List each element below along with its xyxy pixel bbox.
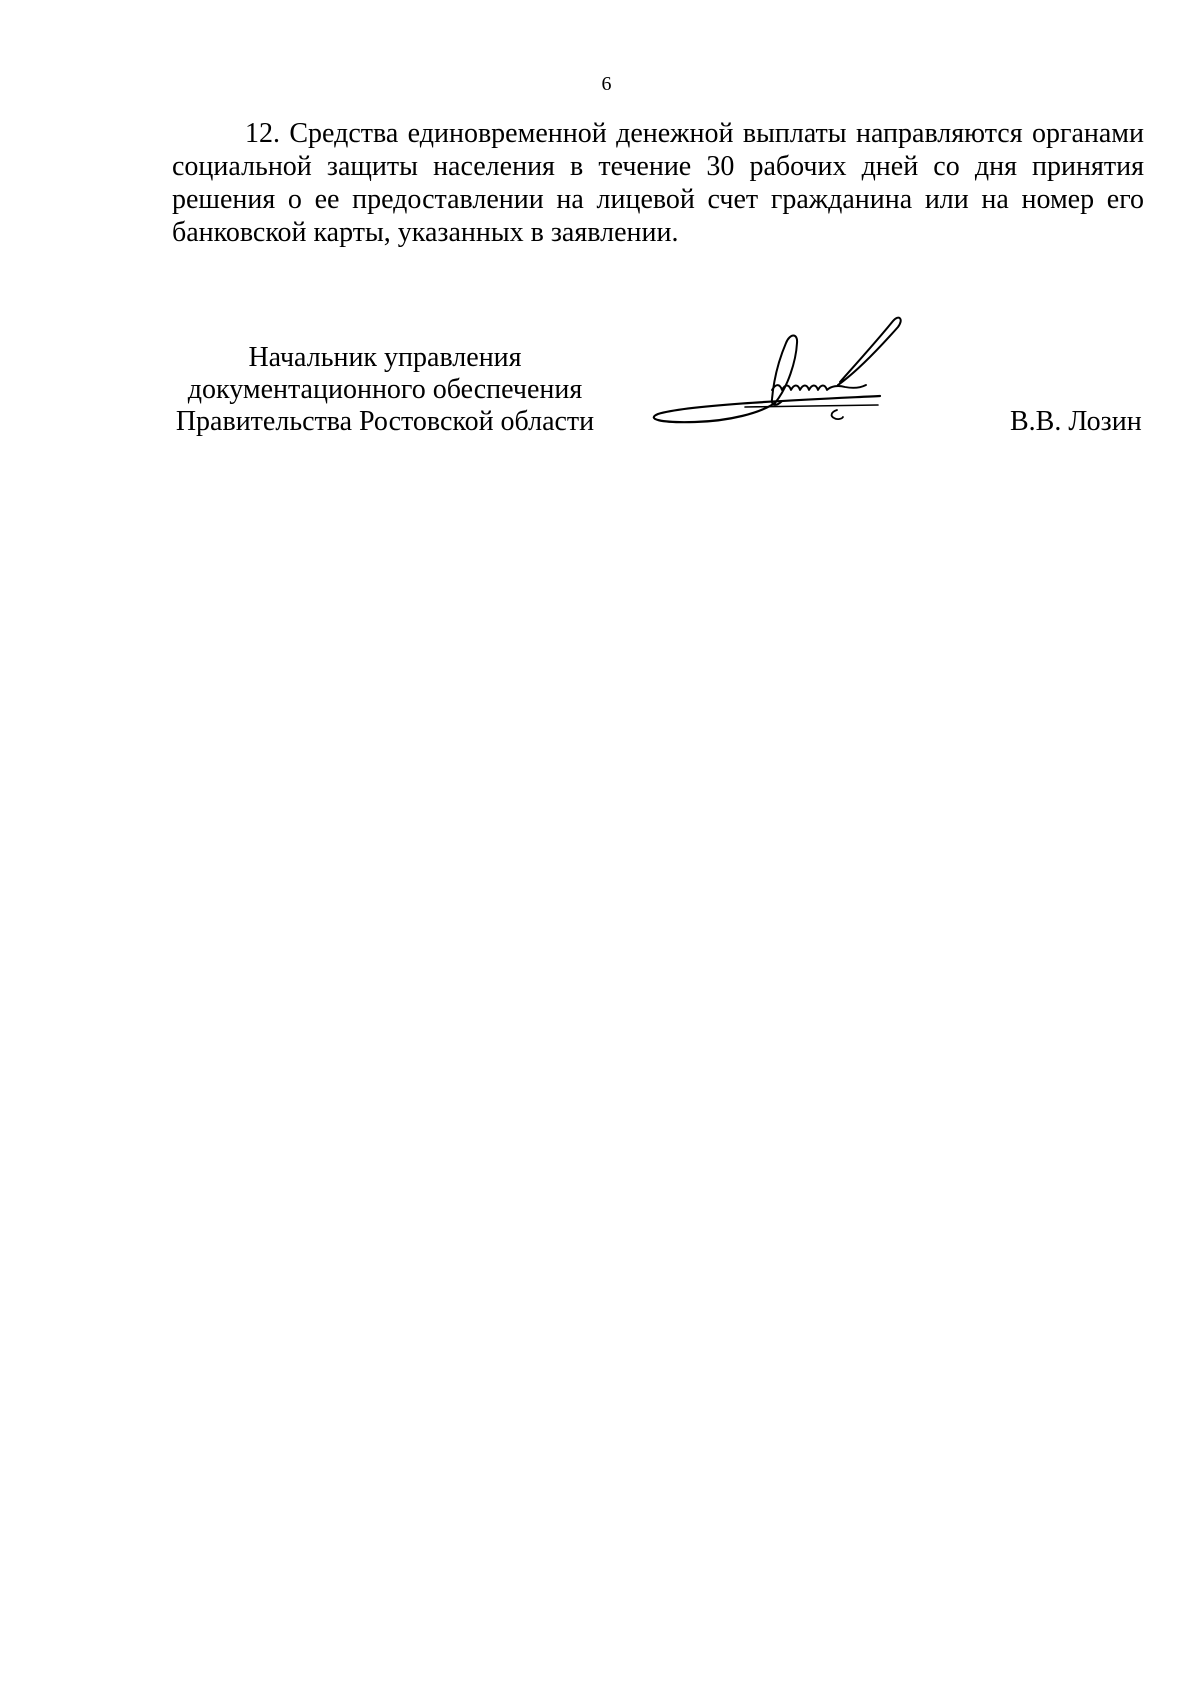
signer-name: В.В. Лозин bbox=[1010, 406, 1142, 437]
paragraph-item-12: 12. Средства единовременной денежной выплаты направляются органами социальной защиты населения в течение 30 рабочих дней со дня принятия решения о ее предоставлении на лицевой счет гражданина или на номер его банковской карты, указанных в заявлении. bbox=[172, 118, 1144, 248]
signer-title bbox=[160, 342, 610, 438]
signer-title-line-2: документационного обеспечения bbox=[187, 374, 583, 405]
handwritten-signature bbox=[650, 315, 990, 470]
signer-title-line-3: Правительства Ростовской области bbox=[175, 406, 595, 437]
page-number: 6 bbox=[601, 73, 612, 95]
signer-title-line-1: Начальник управления bbox=[248, 342, 522, 373]
